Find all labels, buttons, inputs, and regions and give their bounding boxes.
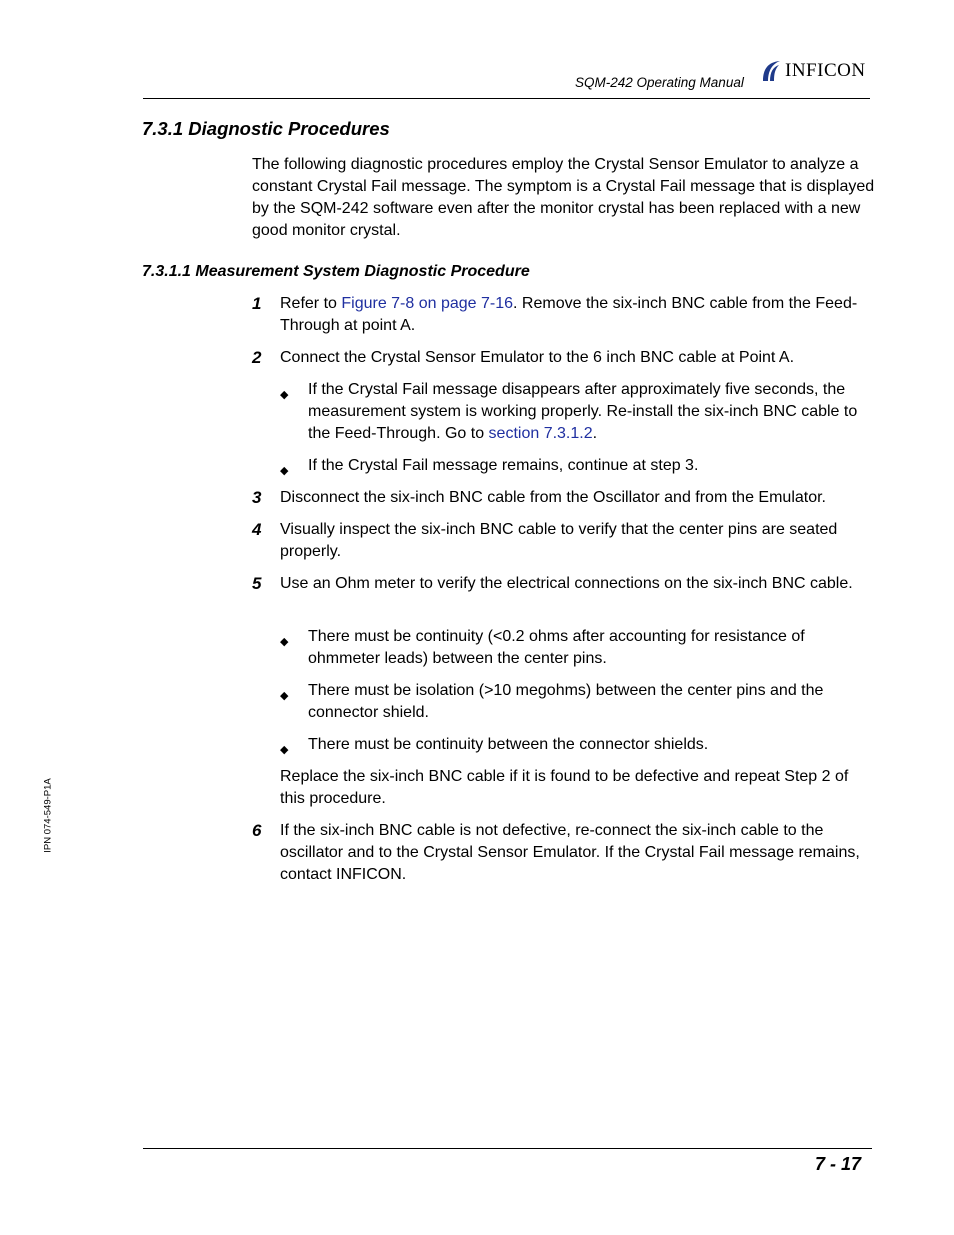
diamond-bullet-icon: ◆ (280, 636, 289, 648)
subsection-heading: 7.3.1.1 Measurement System Diagnostic Procedure (142, 263, 530, 280)
step-text: Disconnect the six-inch BNC cable from the Oscillator and from the Emulator. (280, 489, 826, 506)
figure-link[interactable]: Figure 7-8 on page 7-16 (341, 295, 514, 312)
logo-swoosh-icon (760, 59, 782, 83)
step-5-note: Replace the six-inch BNC cable if it is found to be defective and repeat Step 2 of this procedure. (280, 768, 849, 807)
document-id: IPN 074-549-P1A (42, 778, 54, 853)
step-number: 4 (252, 520, 262, 539)
diamond-bullet-icon: ◆ (280, 690, 289, 702)
inficon-logo (760, 58, 866, 84)
section-link[interactable]: section 7.3.1.2 (488, 425, 593, 442)
step-text: If the six-inch BNC cable is not defective, re-connect the six-inch cable to the oscillator and to the Crystal Sensor Emulator. If the Crystal Fail message remains, contact INFICON. (280, 822, 860, 883)
bullet-text: If the Crystal Fail message remains, continue at step 3. (308, 457, 699, 474)
bullet-text: If the Crystal Fail message disappears after approximately five seconds, the measurement system is working properly. Re-install the six-inch BNC cable to the Feed-Through. Go to section 7.3.1.2. (308, 381, 858, 442)
step-number: 6 (252, 821, 262, 840)
footer-rule (143, 1148, 872, 1149)
bullet-text: There must be continuity (<0.2 ohms after accounting for resistance of ohmmeter leads) between the center pins. (308, 628, 805, 667)
diamond-bullet-icon: ◆ (280, 389, 289, 401)
logo-text: INFICON (785, 60, 866, 81)
bullet-text: There must be continuity between the connector shields. (308, 736, 709, 753)
diamond-bullet-icon: ◆ (280, 465, 289, 477)
section-heading: 7.3.1 Diagnostic Procedures (142, 118, 390, 139)
step-number: 5 (252, 574, 262, 593)
step-text: Visually inspect the six-inch BNC cable to verify that the center pins are seated properly. (280, 521, 838, 560)
step-text: Connect the Crystal Sensor Emulator to the 6 inch BNC cable at Point A. (280, 349, 795, 366)
diamond-bullet-icon: ◆ (280, 744, 289, 756)
page-number: 7 - 17 (815, 1154, 862, 1174)
header-rule (143, 98, 870, 99)
manual-title: SQM-242 Operating Manual (575, 75, 744, 90)
bullet-text: There must be isolation (>10 megohms) between the center pins and the connector shield. (308, 682, 824, 721)
step-text: Use an Ohm meter to verify the electrical connections on the six-inch BNC cable. (280, 575, 853, 592)
step-number: 3 (252, 488, 262, 507)
intro-paragraph: The following diagnostic procedures employ the Crystal Sensor Emulator to analyze a constant Crystal Fail message. The symptom is a Crystal Fail message that is displayed by the SQM-242 software even after the monitor crystal has been replaced with a new good monitor crystal. (252, 156, 875, 239)
step-number: 2 (252, 348, 262, 367)
step-number: 1 (252, 294, 262, 313)
step-text: Refer to Figure 7-8 on page 7-16. Remove the six-inch BNC cable from the Feed-Through at point A. (280, 295, 858, 334)
